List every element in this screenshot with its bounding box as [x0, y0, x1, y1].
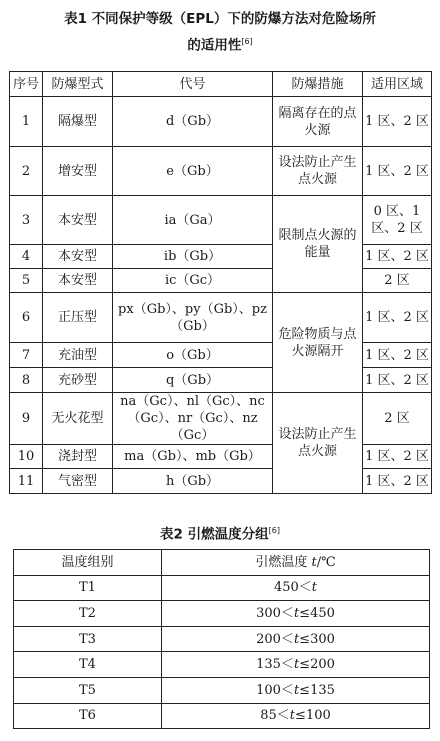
- row-type: 隔爆型: [43, 97, 113, 147]
- range-var: t: [289, 708, 296, 724]
- row-zone: 1 区、2 区: [363, 147, 432, 196]
- row-zone: 1 区、2 区: [363, 343, 432, 368]
- row-no: 1: [10, 97, 43, 147]
- temp-group: T3: [14, 626, 162, 652]
- range-var: t: [293, 657, 300, 673]
- range-pre: 300＜: [256, 605, 294, 621]
- temp-range: [162, 703, 430, 729]
- header-temp-prefix: 引燃温度: [255, 554, 312, 570]
- table1-caption-text: 的适用性: [187, 37, 242, 54]
- range-pre: 200＜: [256, 631, 294, 647]
- range-pre: 135＜: [256, 657, 294, 673]
- range-post: ≤450: [299, 605, 335, 621]
- row-code: e（Gb）: [113, 147, 273, 196]
- row-code: px（Gb）、py（Gb）、pz（Gb）: [113, 293, 273, 343]
- row-code: ib（Gb）: [113, 245, 273, 269]
- row-type: 本安型: [43, 269, 113, 293]
- row-type: 浇封型: [43, 445, 113, 469]
- row-zone: 1 区、2 区: [363, 97, 432, 147]
- range-var: t: [311, 580, 318, 596]
- row-zone: 2 区: [363, 269, 432, 293]
- row-no: 10: [10, 445, 43, 469]
- header-type: 防爆型式: [43, 72, 113, 97]
- row-no: 7: [10, 343, 43, 368]
- table-row: [14, 652, 430, 678]
- row-zone: 1 区、2 区: [363, 445, 432, 469]
- table1-caption-ref: [6]: [241, 37, 253, 46]
- row-type: 气密型: [43, 469, 113, 494]
- row-code: ic（Gc）: [113, 269, 273, 293]
- table-row: [10, 245, 432, 269]
- table2-header-row: [14, 550, 430, 576]
- temp-group: T1: [14, 575, 162, 601]
- temp-group: T6: [14, 703, 162, 729]
- table1-caption-line2: [0, 31, 440, 57]
- row-type: 本安型: [43, 196, 113, 245]
- header-temp-group: 温度组别: [14, 550, 162, 576]
- table-row: [10, 196, 432, 245]
- table-row: [10, 97, 432, 147]
- row-no: 8: [10, 368, 43, 393]
- explosion-protection-table: [9, 71, 432, 494]
- temp-range: [162, 626, 430, 652]
- row-code: h（Gb）: [113, 469, 273, 494]
- table-row: [10, 269, 432, 293]
- row-measure: 限制点火源的能量: [273, 196, 363, 293]
- row-no: 6: [10, 293, 43, 343]
- table2-caption: [0, 520, 440, 546]
- row-code: ia（Ga）: [113, 196, 273, 245]
- table-row: [10, 445, 432, 469]
- range-post: ≤200: [299, 657, 335, 673]
- range-pre: 450＜: [273, 580, 312, 596]
- header-no: 序号: [10, 72, 43, 97]
- table-row: [14, 601, 430, 627]
- table-row: [14, 575, 430, 601]
- table1-caption-line1: 表1 不同保护等级（EPL）下的防爆方法对危险场所: [64, 11, 376, 27]
- row-zone: 1 区、2 区: [363, 368, 432, 393]
- table-row: [14, 626, 430, 652]
- header-code: 代号: [113, 72, 273, 97]
- row-type: 充油型: [43, 343, 113, 368]
- table-row: [10, 368, 432, 393]
- range-post: ≤100: [295, 708, 331, 724]
- row-code: o（Gb）: [113, 343, 273, 368]
- temp-range: [162, 601, 430, 627]
- table-row: [10, 343, 432, 368]
- table1-header-row: [10, 72, 432, 97]
- temp-group: T5: [14, 677, 162, 703]
- row-measure: 设法防止产生点火源: [273, 393, 363, 494]
- table-row: [10, 469, 432, 494]
- row-type: 增安型: [43, 147, 113, 196]
- table-row: [10, 147, 432, 196]
- range-var: t: [293, 631, 300, 647]
- row-no: 2: [10, 147, 43, 196]
- row-zone: 1 区、2 区: [363, 469, 432, 494]
- header-ignition-temp: [162, 550, 430, 576]
- header-measure: 防爆措施: [273, 72, 363, 97]
- header-temp-var: t: [311, 554, 317, 570]
- table-row: [10, 393, 432, 445]
- temp-range: [162, 652, 430, 678]
- row-zone: 0 区、1 区、2 区: [363, 196, 432, 245]
- row-no: 3: [10, 196, 43, 245]
- temp-range: [162, 677, 430, 703]
- row-code: na（Gc）、nl（Gc）、nc（Gc）、nr（Gc）、nz（Gc）: [113, 393, 273, 445]
- row-no: 11: [10, 469, 43, 494]
- ignition-temperature-table: [13, 549, 430, 729]
- table2-caption-text: 表2 引燃温度分组: [160, 526, 269, 543]
- row-type: 正压型: [43, 293, 113, 343]
- range-pre: 85＜: [260, 708, 290, 724]
- row-zone: 2 区: [363, 393, 432, 445]
- row-code: d（Gb）: [113, 97, 273, 147]
- table-row: [14, 703, 430, 729]
- table-row: [14, 677, 430, 703]
- header-zone: 适用区域: [363, 72, 432, 97]
- range-var: t: [293, 605, 300, 621]
- row-measure: 隔离存在的点火源: [273, 97, 363, 147]
- row-no: 4: [10, 245, 43, 269]
- row-code: q（Gb）: [113, 368, 273, 393]
- range-pre: 100＜: [256, 682, 294, 698]
- temp-range: [162, 575, 430, 601]
- row-type: 本安型: [43, 245, 113, 269]
- row-type: 充砂型: [43, 368, 113, 393]
- row-code: ma（Gb）、mb（Gb）: [113, 445, 273, 469]
- range-post: ≤300: [299, 631, 335, 647]
- row-no: 5: [10, 269, 43, 293]
- table-row: [10, 293, 432, 343]
- range-var: t: [293, 682, 300, 698]
- header-temp-unit: /℃: [316, 554, 336, 570]
- row-no: 9: [10, 393, 43, 445]
- row-measure: 设法防止产生点火源: [273, 147, 363, 196]
- range-post: ≤135: [299, 682, 335, 698]
- table2-caption-ref: [6]: [268, 526, 280, 535]
- row-zone: 1 区、2 区: [363, 245, 432, 269]
- row-zone: 1 区、2 区: [363, 293, 432, 343]
- temp-group: T4: [14, 652, 162, 678]
- row-measure: 危险物质与点火源隔开: [273, 293, 363, 393]
- row-type: 无火花型: [43, 393, 113, 445]
- temp-group: T2: [14, 601, 162, 627]
